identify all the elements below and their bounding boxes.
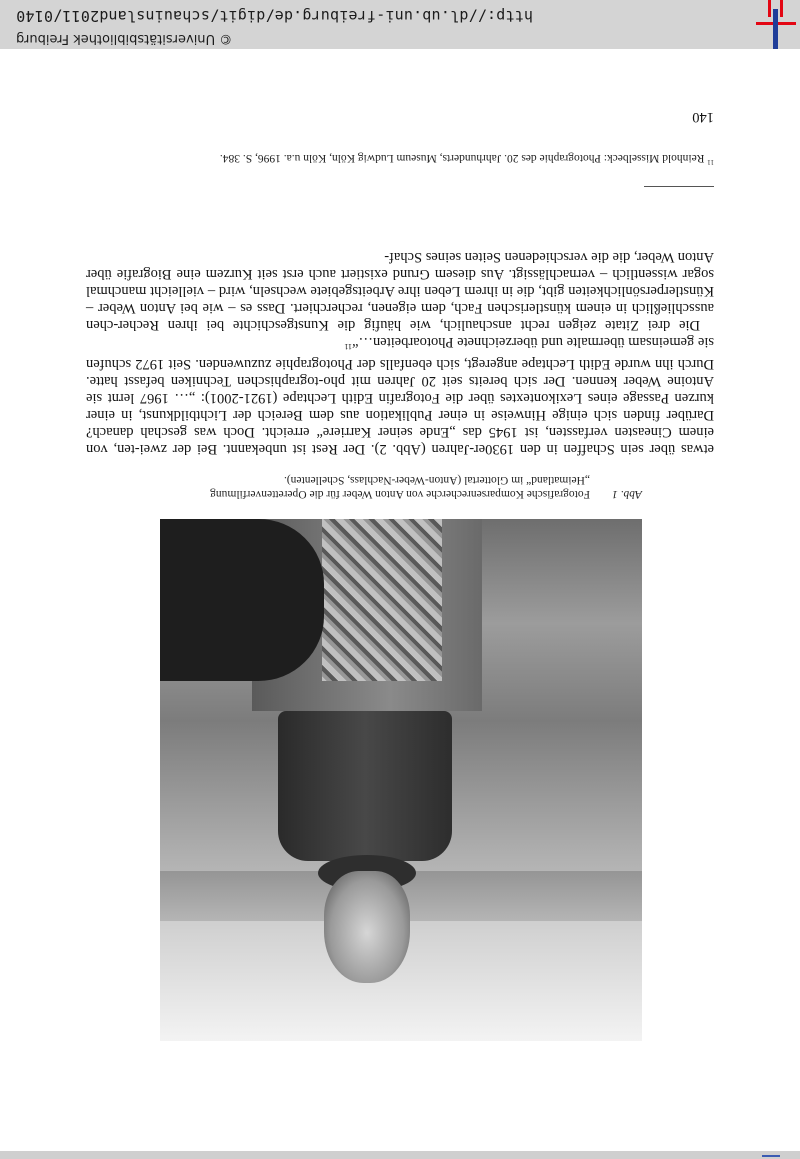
page-number: 140 xyxy=(692,109,714,125)
photo-umbrella xyxy=(160,519,324,681)
footnote-ref: 11 xyxy=(344,342,353,351)
footer-copyright: © Universitätsbibliothek Freiburg xyxy=(16,31,233,46)
footnote-number: 11 xyxy=(707,158,714,166)
page-edge-strip xyxy=(0,1151,800,1159)
photo-shawl xyxy=(322,519,442,681)
figure-label: Abb. 1 xyxy=(611,488,642,500)
edge-mark xyxy=(762,1155,780,1157)
photo-head xyxy=(324,871,410,983)
figure-photograph xyxy=(160,519,642,1041)
paragraph-2: Die drei Zitate zeigen recht anschaulich, wie häufig die Kunstgeschichte bei ihren Recher-chen ausschließlich in einem künstlerischen Fach, dem eigenen, recherchiert. Dass es – wie bei Anton Weber – Künstlerpersönlichkeiten gibt, die in ihrem Leben ihre Arbeitsgebiete wechseln, wird – vielleicht manchmal sogar wissentlich – vernachlässigt. Aus diesem Grund existiert auch erst seit Kurzem eine Biografie über Anton Weber, die die verschiedenen Seiten seines Schaf- xyxy=(86,249,714,334)
paragraph-1 xyxy=(86,333,714,457)
footnote-rule xyxy=(644,186,714,187)
university-logo xyxy=(756,0,796,49)
footnote-text: Reinhold Misselbeck: Photographie des 20. Jahrhunderts, Museum Ludwig Köln, Köln u.a. 1996, S. 384. xyxy=(219,152,705,165)
footnote xyxy=(74,151,714,169)
caption-line-1: Fotografische Komparsenrecherche von Anton Weber für die Operettenverfilmung xyxy=(210,488,590,500)
footer-bar xyxy=(0,0,800,49)
photo-bodice xyxy=(278,711,452,861)
figure-caption xyxy=(148,473,642,501)
body-text xyxy=(86,248,714,457)
footer-url-link[interactable]: http://dl.ub.uni-freiburg.de/digit/schauinsland2011/0140 xyxy=(16,7,533,25)
caption-line-2: „Heimatland“ im Glottertal (Anton-Weber-Nachlass, Schellenten). xyxy=(283,474,590,486)
paragraph-1-text: etwas über sein Schaffen in den 1930er-Jahren (Abb. 2). Der Rest ist unbekannt. Bei der zwei-ten, von einem Cineasten verfassten, ist 1945 das „Ende seiner Karriere“ erreicht. Doch was geschah danach? Darüber finden sich einige Hinweise in einer Publikation aus dem Bereich der Lichtbildkunst, in einer kurzen Passage eines Lexikontextes über die Fotografin Edith Lechtape (1921-2001): „… 1967 lernt sie Antoine Weber kennen. Der sich bereits seit 20 Jahren mit pho-tographischen Techniken befasst hatte. Durch ihn wurde Edith Lechtape angeregt, sich ebenfalls der Photographie zuzuwenden. Seit 1972 schufen sie gemeinsam übermalte und überzeichnete Photoarbeiten…“ xyxy=(86,334,714,457)
